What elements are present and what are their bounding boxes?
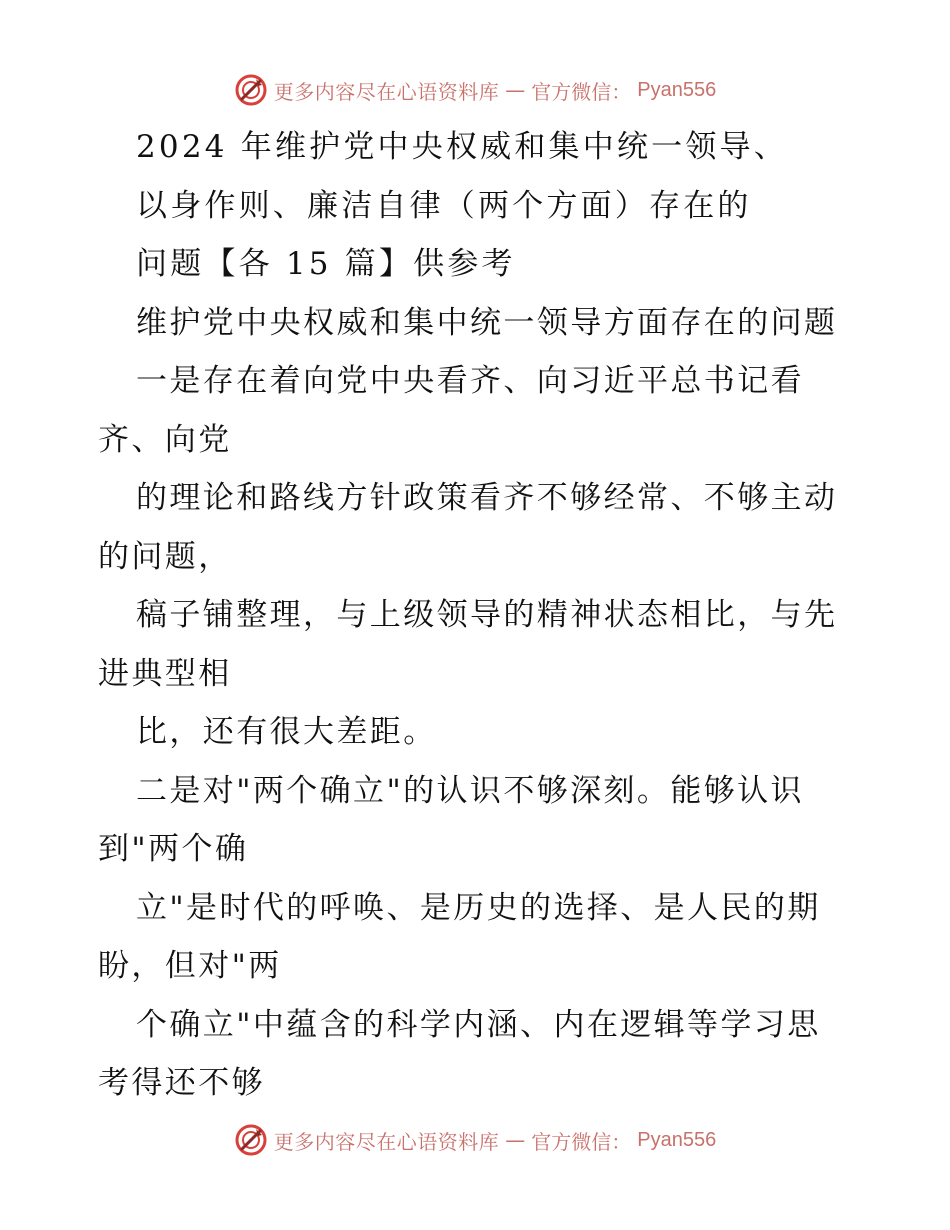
paragraph-line: 比，还有很大差距。 bbox=[136, 714, 437, 750]
paragraph-line: 考得还不够 bbox=[98, 1065, 265, 1101]
brand-logo-icon bbox=[234, 73, 268, 107]
banner-wechat-id: Pyan556 bbox=[637, 1128, 717, 1151]
paragraph-line: 的问题， bbox=[98, 538, 232, 575]
banner-wechat-label: 官方微信： bbox=[531, 79, 632, 104]
title-line-3: 问题【各 15 篇】供参考 bbox=[136, 246, 516, 282]
paragraph-line: 维护党中央权威和集中统一领导方面存在的问题 bbox=[136, 304, 838, 341]
header-banner bbox=[0, 70, 950, 110]
brand-logo-icon bbox=[234, 1123, 268, 1157]
banner-wechat-label: 官方微信： bbox=[531, 1129, 632, 1154]
banner-slogan: 更多内容尽在心语资料库 bbox=[273, 79, 500, 104]
paragraph-line: 二是对"两个确立"的认识不够深刻。能够认识 bbox=[136, 772, 804, 809]
title-line-1: 2024 年维护党中央权威和集中统一领导、 bbox=[136, 129, 788, 165]
paragraph-line: 到"两个确 bbox=[98, 831, 249, 867]
paragraph-line: 齐、向党 bbox=[98, 421, 232, 458]
paragraph-line: 的理论和路线方针政策看齐不够经常、不够主动 bbox=[136, 480, 838, 516]
banner-separator: — bbox=[505, 1128, 526, 1152]
paragraph-line: 进典型相 bbox=[98, 655, 232, 692]
paragraph-line: 立"是时代的呼唤、是历史的选择、是人民的期 bbox=[136, 889, 821, 926]
paragraph-line: 个确立"中蕴含的科学内涵、内在逻辑等学习思 bbox=[136, 1006, 821, 1043]
banner-wechat-id: Pyan556 bbox=[637, 78, 717, 101]
paragraph-line: 盼，但对"两 bbox=[98, 948, 282, 984]
paragraph-line: 稿子铺整理，与上级领导的精神状态相比，与先 bbox=[136, 597, 838, 633]
footer-banner bbox=[0, 1120, 950, 1160]
banner-separator: — bbox=[505, 78, 526, 102]
title-line-2: 以身作则、廉洁自律（两个方面）存在的 bbox=[136, 187, 752, 224]
banner-slogan: 更多内容尽在心语资料库 bbox=[273, 1129, 500, 1154]
paragraph-line: 一是存在着向党中央看齐、向习近平总书记看 bbox=[136, 363, 804, 399]
document-body bbox=[98, 118, 868, 1113]
